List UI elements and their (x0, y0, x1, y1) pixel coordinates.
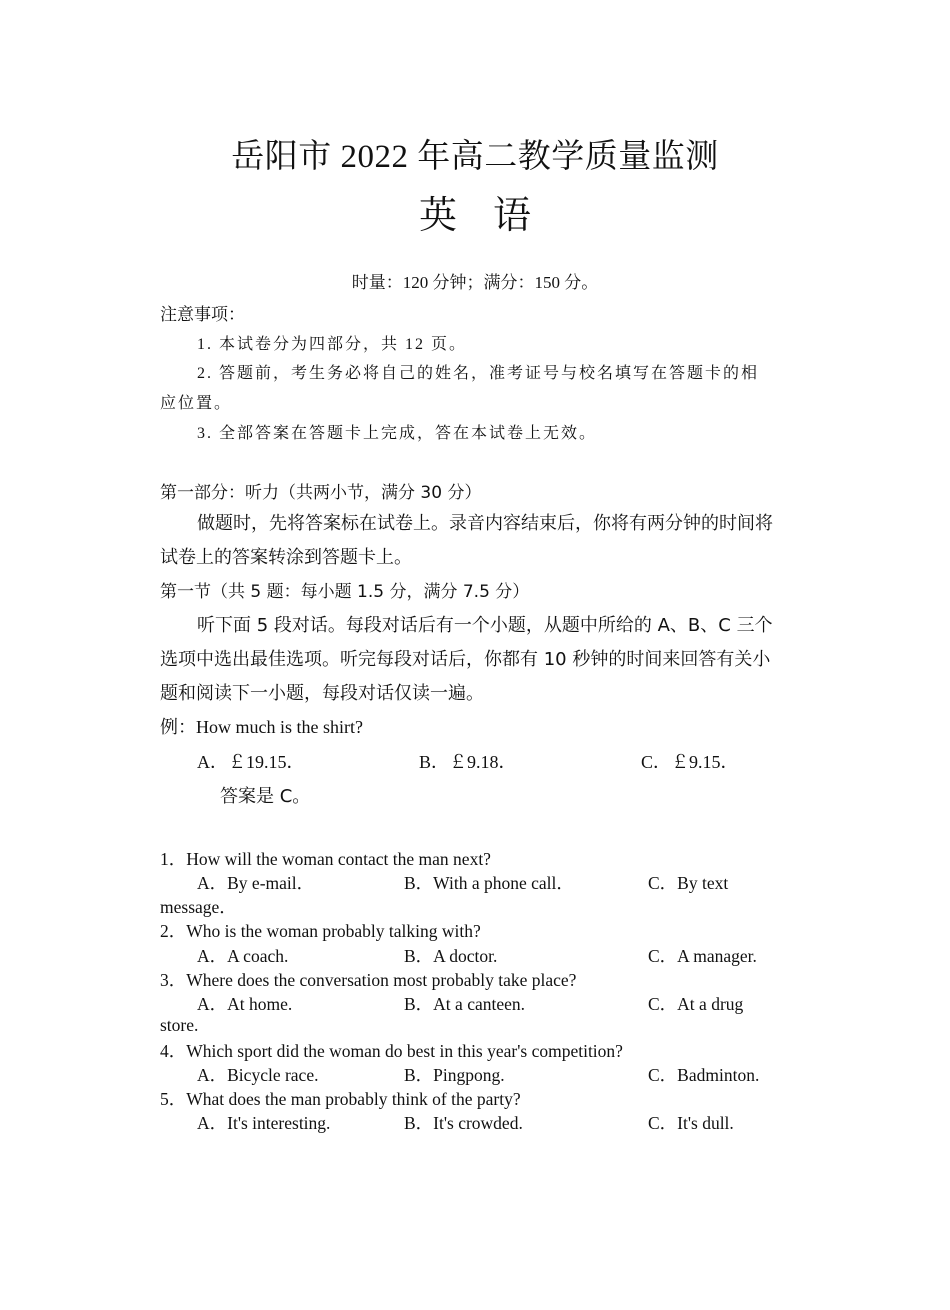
exam-title: 岳阳市 2022 年高二教学质量监测 (231, 139, 719, 175)
question-3-option-a: A．At home. (197, 994, 293, 1014)
notice-item-1: 1. 本试卷分为四部分，共 12 页。 (197, 336, 468, 353)
question-3-stem: 3．Where does the conversation most probably take place? (160, 970, 577, 990)
question-2-option-a: A．A coach. (197, 946, 289, 966)
question-2-stem: 2．Who is the woman probably talking with? (160, 921, 481, 941)
part1-intro-line2: 试卷上的答案转涂到答题卡上。 (160, 547, 412, 568)
example-option-c: C．￡9.15． (641, 752, 739, 772)
question-1-option-c-cont: message． (160, 897, 237, 917)
notice-item-3: 3. 全部答案在答题卡上完成，答在本试卷上无效。 (197, 425, 598, 442)
question-3-option-b: B．At a canteen. (404, 994, 525, 1014)
example-option-b: B．￡9.18． (419, 752, 517, 772)
question-4-option-c: C．Badminton. (648, 1065, 760, 1085)
question-5-option-a: A．It's interesting. (197, 1113, 331, 1133)
section1-heading: 第一节（共 5 题：每小题 1.5 分，满分 7.5 分） (160, 582, 530, 602)
notice-item-2-cont: 应位置。 (160, 395, 233, 412)
example-question: 例：How much is the shirt? (160, 717, 363, 737)
question-1-option-b: B．With a phone call． (404, 873, 574, 893)
question-2-option-c: C．A manager. (648, 946, 757, 966)
question-3-option-c: C．At a drug (648, 994, 744, 1014)
question-4-option-a: A．Bicycle race. (197, 1065, 319, 1085)
time-info: 时量：120 分钟；满分：150 分。 (351, 273, 599, 292)
part1-intro-line1: 做题时，先将答案标在试卷上。录音内容结束后，你将有两分钟的时间将 (197, 513, 773, 534)
section1-intro-line1: 听下面 5 段对话。每段对话后有一个小题，从题中所给的 A、B、C 三个 (197, 615, 773, 636)
part1-heading: 第一部分：听力（共两小节，满分 30 分） (160, 483, 482, 503)
question-1-option-c: C．By text (648, 873, 729, 893)
notice-item-2: 2. 答题前，考生务必将自己的姓名，准考证号与校名填写在答题卡的相 (197, 365, 760, 382)
question-5-stem: 5．What does the man probably think of the party? (160, 1089, 521, 1109)
section1-intro-line2: 选项中选出最佳选项。听完每段对话后，你都有 10 秒钟的时间来回答有关小 (160, 649, 771, 670)
question-5-option-b: B．It's crowded. (404, 1113, 523, 1133)
question-1-stem: 1．How will the woman contact the man next? (160, 849, 491, 869)
notice-heading: 注意事项： (160, 305, 245, 325)
subject-title: 英语 (418, 195, 567, 237)
question-2-option-b: B．A doctor. (404, 946, 498, 966)
section1-intro-line3: 题和阅读下一小题，每段对话仅读一遍。 (160, 683, 484, 704)
example-option-a: A．￡19.15． (197, 752, 305, 772)
question-4-stem: 4．Which sport did the woman do best in this year's competition? (160, 1041, 623, 1061)
question-4-option-b: B．Pingpong. (404, 1065, 505, 1085)
question-5-option-c: C．It's dull. (648, 1113, 734, 1133)
question-3-option-c-cont: store. (160, 1015, 199, 1035)
question-1-option-a: A．By e-mail． (197, 873, 315, 893)
example-answer: 答案是 C。 (220, 786, 311, 807)
